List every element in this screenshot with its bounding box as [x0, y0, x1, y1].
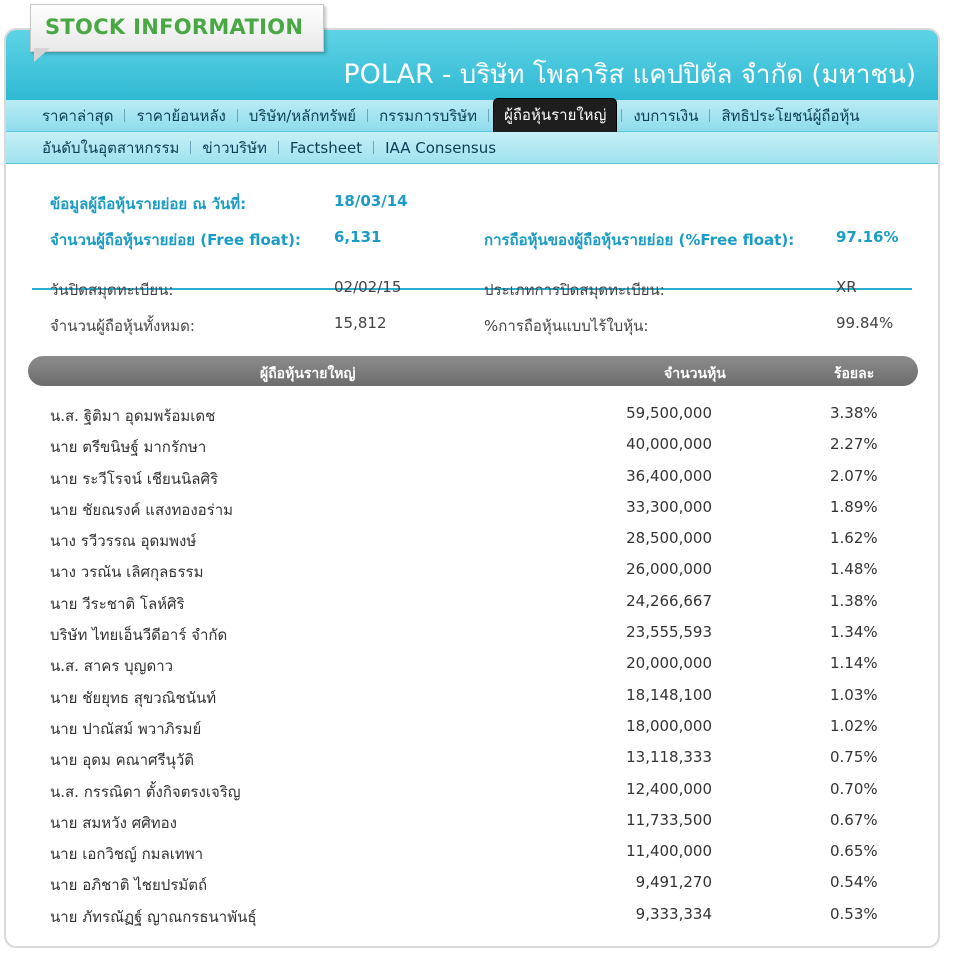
- nav-tab-row1-4[interactable]: ผู้ถือหุ้นรายใหญ่: [493, 98, 617, 133]
- shareholder-table-header: [28, 356, 918, 386]
- scripless-label: %การถือหุ้นแบบไร้ใบหุ้น:: [484, 317, 649, 335]
- share-count: 9,491,270: [635, 873, 712, 892]
- total-holders-value: 15,812: [334, 314, 387, 332]
- table-row: [6, 899, 938, 930]
- free-float-pct-value: 97.16%: [836, 228, 899, 246]
- share-percent: 0.53%: [830, 904, 878, 923]
- share-count: 11,733,500: [626, 810, 712, 829]
- tag-pointer: [34, 48, 50, 62]
- shareholder-name: นาย ตรีขนิษฐ์ มากรักษา: [50, 438, 207, 457]
- table-row: [6, 523, 938, 554]
- shareholder-name: น.ส. กรรณิดา ตั้งกิจตรงเจริญ: [50, 782, 241, 801]
- book-type-value: XR: [836, 278, 857, 296]
- nav-tab-row2-1[interactable]: ข่าวบริษัท: [202, 138, 267, 157]
- table-row: [6, 586, 938, 617]
- minor-date-value: 18/03/14: [334, 192, 408, 210]
- share-count: 9,333,334: [635, 904, 712, 923]
- nav-tab-row2-0[interactable]: อันดับในอุตสาหกรรม: [42, 138, 180, 157]
- share-percent: 1.34%: [830, 623, 878, 642]
- table-row: [6, 711, 938, 742]
- share-count: 12,400,000: [626, 779, 712, 798]
- table-row: [6, 867, 938, 898]
- title-separator: -: [433, 60, 460, 90]
- table-row: [6, 554, 938, 585]
- share-percent: 0.75%: [830, 748, 878, 767]
- shareholder-name: นาย ชัยยุทธ สุขวณิชนันท์: [50, 688, 217, 707]
- table-row: [6, 617, 938, 648]
- share-percent: 1.02%: [830, 716, 878, 735]
- free-float-count-label: จำนวนผู้ถือหุ้นรายย่อย (Free float):: [50, 231, 301, 249]
- scripless-value: 99.84%: [836, 314, 894, 332]
- shareholder-name: นาย ภัทรณัฏฐ์ ญาณกรธนาพันธุ์: [50, 907, 257, 926]
- nav-tab-row1-0[interactable]: ราคาล่าสุด: [42, 106, 114, 125]
- shareholder-name: นาย อุดม คณาศรีนุวัติ: [50, 751, 195, 770]
- shareholder-name: นาง วรณัน เลิศกุลธรรม: [50, 563, 204, 582]
- share-percent: 1.14%: [830, 654, 878, 673]
- share-percent: 2.07%: [830, 466, 878, 485]
- total-holders-label: จำนวนผู้ถือหุ้นทั้งหมด:: [50, 317, 195, 335]
- table-row: [6, 398, 938, 429]
- table-row: [6, 774, 938, 805]
- free-float-count-value: 6,131: [334, 228, 382, 246]
- book-type-label: ประเภทการปิดสมุดทะเบียน:: [484, 281, 665, 299]
- nav-tab-row2-3[interactable]: IAA Consensus: [385, 138, 497, 157]
- nav-tab-row1-6[interactable]: สิทธิประโยชน์ผู้ถือหุ้น: [721, 106, 860, 125]
- col-header-shares: จำนวนหุ้น: [664, 366, 726, 382]
- shareholder-name: นาย วีระชาติ โลห์ศิริ: [50, 594, 185, 613]
- table-row: [6, 805, 938, 836]
- minor-date-label: ข้อมูลผู้ถือหุ้นรายย่อย ณ วันที่:: [50, 195, 247, 213]
- shareholder-name: นาย ระวีโรจน์ เชียนนิลศิริ: [50, 469, 219, 488]
- shareholder-table-body: [6, 398, 938, 930]
- share-count: 20,000,000: [626, 654, 712, 673]
- share-count: 23,555,593: [626, 623, 712, 642]
- stock-information-tag: [30, 4, 324, 52]
- free-float-pct-label: การถือหุ้นของผู้ถือหุ้นรายย่อย (%Free float):: [484, 231, 795, 249]
- stock-code: POLAR: [343, 59, 434, 90]
- share-count: 40,000,000: [626, 435, 712, 454]
- shareholder-name: นาย สมหวัง ศศิทอง: [50, 813, 177, 832]
- share-count: 28,500,000: [626, 529, 712, 548]
- nav-tab-row1-5[interactable]: งบการเงิน: [633, 106, 699, 125]
- share-percent: 2.27%: [830, 435, 878, 454]
- share-percent: 0.67%: [830, 810, 878, 829]
- share-percent: 0.70%: [830, 779, 878, 798]
- table-row: [6, 461, 938, 492]
- share-percent: 1.03%: [830, 685, 878, 704]
- shareholder-name: น.ส. ฐิติมา อุดมพร้อมเดช: [50, 407, 216, 425]
- share-count: 33,300,000: [626, 497, 712, 516]
- share-percent: 1.62%: [830, 529, 878, 548]
- book-close-label: วันปิดสมุดทะเบียน:: [50, 281, 174, 299]
- table-row: [6, 680, 938, 711]
- share-count: 26,000,000: [626, 560, 712, 579]
- shareholder-name: นาง รวีวรรณ อุดมพงษ์: [50, 532, 197, 551]
- col-header-name: ผู้ถือหุ้นรายใหญ่: [260, 366, 356, 382]
- table-row: [6, 648, 938, 679]
- share-percent: 1.38%: [830, 591, 878, 610]
- share-percent: 0.65%: [830, 842, 878, 861]
- nav-tab-row1-3[interactable]: กรรมการบริษัท: [379, 106, 478, 125]
- company-title: [343, 54, 916, 95]
- nav-row-1: [6, 100, 938, 132]
- nav-tab-row1-1[interactable]: ราคาย้อนหลัง: [136, 106, 226, 125]
- nav-tab-row2-2[interactable]: Factsheet: [289, 138, 363, 157]
- share-percent: 0.54%: [830, 873, 878, 892]
- nav-separator: [488, 109, 489, 122]
- company-name: บริษัท โพลาริส แคปปิตัล จำกัด (มหาชน): [459, 60, 916, 90]
- table-row: [6, 836, 938, 867]
- stock-info-panel: [4, 28, 940, 948]
- share-count: 24,266,667: [626, 591, 712, 610]
- shareholder-name: นาย เอกวิชญ์ กมลเทพา: [50, 845, 204, 864]
- col-header-pct: ร้อยละ: [834, 366, 875, 382]
- shareholder-name: น.ส. สาคร บุญดาว: [50, 657, 174, 676]
- shareholder-name: นาย ปาณัสม์ พวาภิรมย์: [50, 719, 202, 738]
- shareholder-name: นาย ชัยณรงค์ แสงทองอร่าม: [50, 500, 234, 519]
- share-count: 18,148,100: [626, 685, 712, 704]
- share-percent: 1.89%: [830, 497, 878, 516]
- share-count: 13,118,333: [626, 748, 712, 767]
- share-count: 36,400,000: [626, 466, 712, 485]
- table-row: [6, 429, 938, 460]
- stock-information-label: STOCK INFORMATION: [45, 15, 304, 39]
- book-close-value: 02/02/15: [334, 278, 402, 296]
- share-count: 11,400,000: [626, 842, 712, 861]
- share-percent: 3.38%: [830, 404, 878, 422]
- shareholder-name: นาย อภิชาติ ไชยปรมัตถ์: [50, 876, 208, 895]
- nav-tab-row1-2[interactable]: บริษัท/หลักทรัพย์: [248, 106, 357, 125]
- table-row: [6, 742, 938, 773]
- share-count: 59,500,000: [626, 404, 712, 422]
- shareholder-name: บริษัท ไทยเอ็นวีดีอาร์ จำกัด: [50, 626, 228, 645]
- table-row: [6, 492, 938, 523]
- nav-row-2: [6, 132, 938, 164]
- share-percent: 1.48%: [830, 560, 878, 579]
- share-count: 18,000,000: [626, 716, 712, 735]
